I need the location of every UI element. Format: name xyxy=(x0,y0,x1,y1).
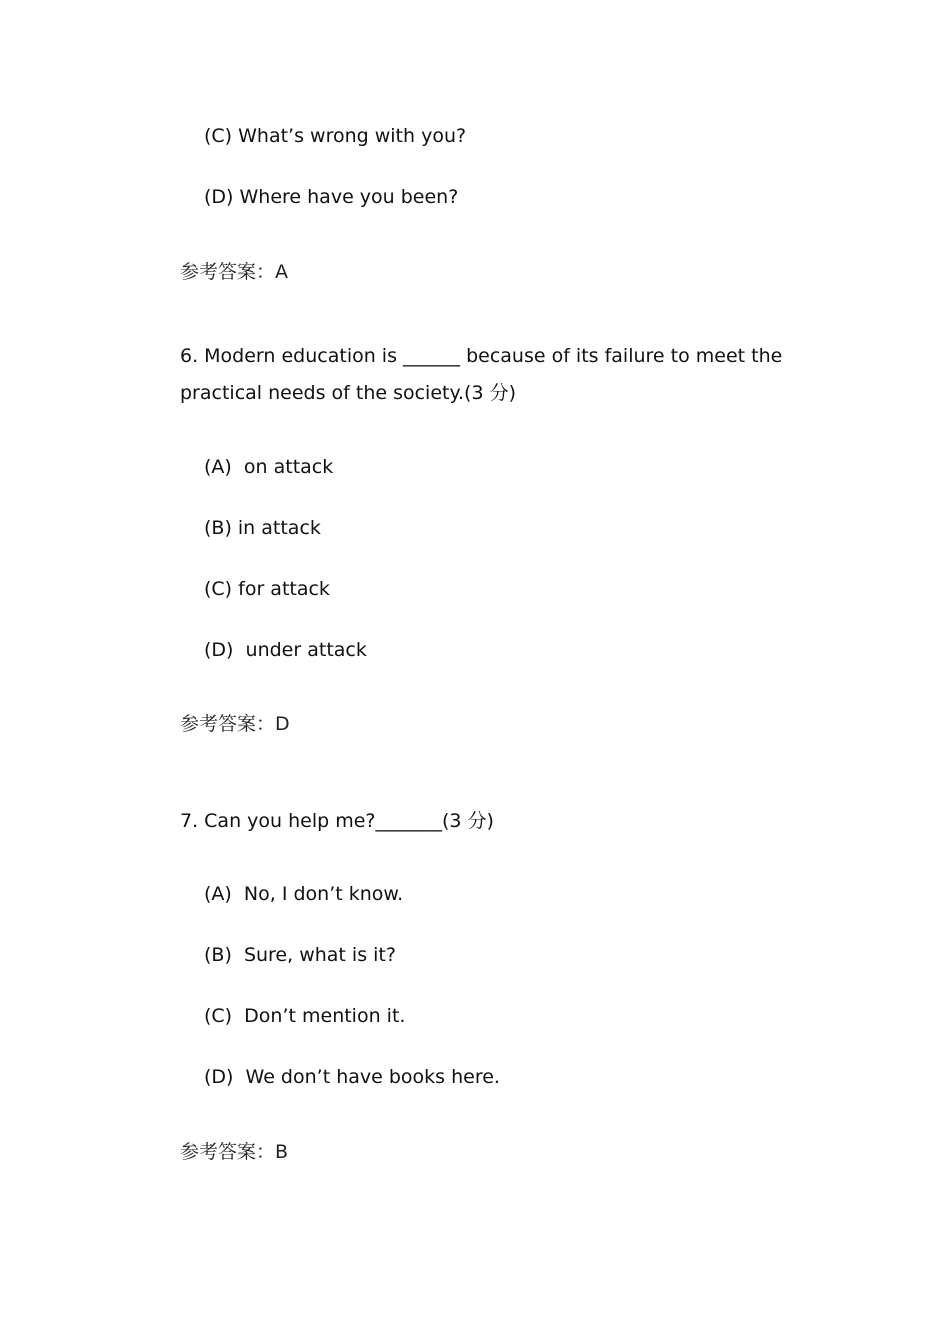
q6-stem-line1: 6. Modern education is ______ because of its failure to meet the xyxy=(180,345,783,367)
q6-option-b: (B) in attack xyxy=(204,517,321,539)
q7-option-a: (A) No, I don’t know. xyxy=(204,883,404,905)
q6-stem-line2: practical needs of the society.(3 分) xyxy=(180,382,517,404)
q5-option-d: (D) Where have you been? xyxy=(204,186,459,208)
q7-stem: 7. Can you help me?_______(3 分) xyxy=(180,810,494,832)
q6-option-d: (D) under attack xyxy=(204,639,367,661)
q5-answer: 参考答案：A xyxy=(180,261,288,283)
q7-option-c: (C) Don’t mention it. xyxy=(204,1005,406,1027)
q6-answer: 参考答案：D xyxy=(180,713,290,735)
q5-option-c: (C) What’s wrong with you? xyxy=(204,125,467,147)
q6-option-c: (C) for attack xyxy=(204,578,330,600)
q6-option-a: (A) on attack xyxy=(204,456,334,478)
q7-option-b: (B) Sure, what is it? xyxy=(204,944,396,966)
q7-answer: 参考答案：B xyxy=(180,1141,289,1163)
q7-option-d: (D) We don’t have books here. xyxy=(204,1066,500,1088)
